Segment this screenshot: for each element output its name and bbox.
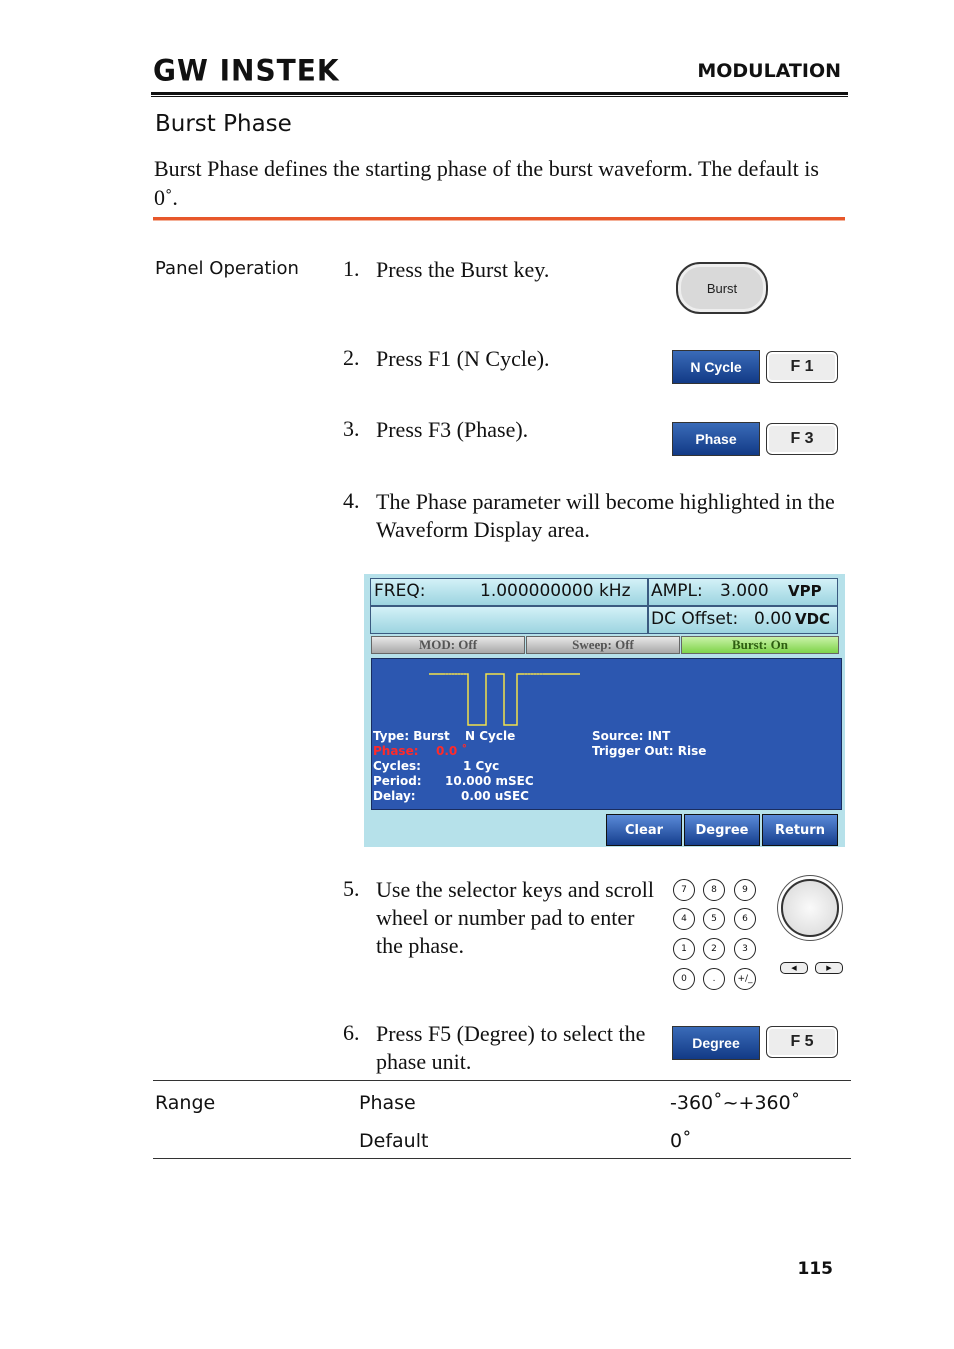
key-1[interactable]: 1 <box>673 938 695 960</box>
range-default-value: 0˚ <box>670 1130 692 1152</box>
dc-label: DC Offset: <box>651 609 739 629</box>
degree-softkey[interactable]: Degree <box>672 1026 760 1060</box>
key-3[interactable]: 3 <box>734 938 756 960</box>
cycles-value: 1 Cyc <box>463 759 500 773</box>
left-arrow-key[interactable] <box>780 962 808 974</box>
tab-sweep[interactable]: Sweep: Off <box>526 636 680 654</box>
step-1-number: 1. <box>343 256 360 281</box>
header-rule-thin <box>151 96 848 97</box>
range-top-rule <box>153 1080 851 1081</box>
key-sign[interactable]: +/_ <box>734 968 756 990</box>
dc-unit: VDC <box>795 610 831 628</box>
tab-mod[interactable]: MOD: Off <box>371 636 525 654</box>
step-6-number: 6. <box>343 1020 360 1045</box>
accent-rule-shade <box>153 220 845 221</box>
key-5[interactable]: 5 <box>703 908 725 930</box>
range-phase-value: -360˚~+360˚ <box>670 1092 801 1114</box>
panel-operation-label: Panel Operation <box>155 258 299 279</box>
freq-label: FREQ: <box>374 581 426 601</box>
ampl-label: AMPL: <box>651 581 703 601</box>
step-4-number: 4. <box>343 488 360 513</box>
waveform-display <box>364 574 845 847</box>
step-2-number: 2. <box>343 345 360 370</box>
range-default-name: Default <box>359 1130 429 1152</box>
step-5-text: Use the selector keys and scroll wheel or number pad to enter the phase. <box>376 877 654 958</box>
step-3-number: 3. <box>343 416 360 441</box>
page-number: 115 <box>797 1259 833 1279</box>
step-6-text: Press F5 (Degree) to select the phase unit. <box>376 1021 646 1074</box>
return-button[interactable]: Return <box>762 814 838 846</box>
f3-key[interactable]: F 3 <box>766 423 838 455</box>
cycles-label: Cycles: <box>373 759 421 773</box>
phase-softkey[interactable]: Phase <box>672 422 760 456</box>
header-rule <box>151 92 848 95</box>
trigger-out-info: Trigger Out: Rise <box>592 744 707 758</box>
key-dot[interactable]: . <box>703 968 725 990</box>
key-4[interactable]: 4 <box>673 908 695 930</box>
brand-logo: GW INSTEK <box>153 53 340 88</box>
delay-value: 0.00 uSEC <box>461 789 529 803</box>
tab-burst[interactable]: Burst: On <box>681 636 839 654</box>
right-arrow-key[interactable] <box>815 962 843 974</box>
key-0[interactable]: 0 <box>673 968 695 990</box>
key-8[interactable]: 8 <box>703 879 725 901</box>
clear-button[interactable]: Clear <box>606 814 682 846</box>
degree-button[interactable]: Degree <box>684 814 760 846</box>
range-phase-name: Phase <box>359 1092 416 1114</box>
type-value: N Cycle <box>465 729 516 743</box>
type-label: Type: Burst <box>373 729 450 743</box>
range-label: Range <box>155 1092 216 1114</box>
blank-bar <box>370 606 648 634</box>
period-value: 10.000 mSEC <box>445 774 534 788</box>
range-bottom-rule <box>153 1158 851 1159</box>
period-label: Period: <box>373 774 422 788</box>
step-3-text: Press F3 (Phase). <box>376 417 529 442</box>
ncycle-softkey[interactable]: N Cycle <box>672 350 760 384</box>
ampl-unit: VPP <box>788 582 822 600</box>
freq-value: 1.000000000 kHz <box>480 581 631 601</box>
ampl-value: 3.000 <box>720 581 769 601</box>
left-arrow-icon: ◀ <box>791 964 797 972</box>
description: Burst Phase defines the starting phase of the burst waveform. The default is 0˚. <box>154 156 819 210</box>
waveform-area <box>371 658 842 810</box>
key-7[interactable]: 7 <box>673 879 695 901</box>
step-4-text: The Phase parameter will become highlighted in the Waveform Display area. <box>376 489 835 542</box>
burst-key[interactable]: Burst <box>676 262 768 314</box>
source-info: Source: INT <box>592 729 671 743</box>
dc-value: 0.00 <box>754 609 792 629</box>
f1-key[interactable]: F 1 <box>766 351 838 383</box>
step-1-text: Press the Burst key. <box>376 257 550 282</box>
phase-label: Phase: <box>373 744 419 758</box>
page-heading: Burst Phase <box>155 111 292 137</box>
right-arrow-icon: ▶ <box>826 964 832 972</box>
f5-key[interactable]: F 5 <box>766 1026 838 1058</box>
step-2-text: Press F1 (N Cycle). <box>376 346 550 371</box>
delay-label: Delay: <box>373 789 416 803</box>
key-2[interactable]: 2 <box>703 938 725 960</box>
key-9[interactable]: 9 <box>734 879 756 901</box>
phase-value: 0.0 ˚ <box>436 744 468 758</box>
section-title: MODULATION <box>697 60 841 82</box>
key-6[interactable]: 6 <box>734 908 756 930</box>
scroll-wheel[interactable] <box>781 879 839 937</box>
step-5-number: 5. <box>343 876 360 901</box>
